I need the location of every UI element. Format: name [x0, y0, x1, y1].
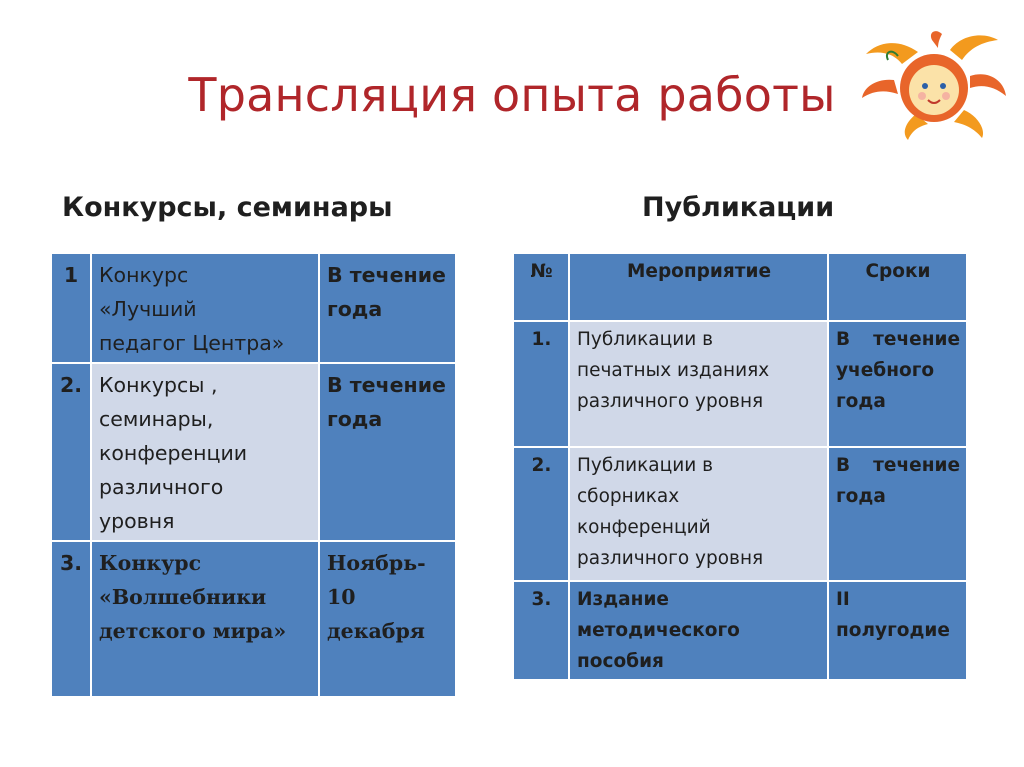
row-number: 2.	[51, 363, 91, 541]
event-line: Издание	[577, 589, 669, 610]
event-line: Конкурс	[99, 263, 189, 287]
row-number: 1.	[513, 321, 569, 447]
row-number: 3.	[513, 581, 569, 680]
event-line: педагог Центра»	[99, 331, 285, 355]
event-cell	[569, 321, 828, 447]
event-cell	[91, 363, 319, 541]
event-line: Публикации в	[577, 455, 714, 476]
table-row	[513, 447, 967, 581]
date-line: полугодие	[836, 620, 950, 641]
date-line: В течение	[327, 373, 446, 397]
event-cell	[569, 447, 828, 581]
row-number: 1	[51, 253, 91, 363]
table-row	[51, 253, 456, 363]
event-line: различного уровня	[577, 391, 764, 412]
date-line: В течение	[836, 455, 960, 476]
date-cell	[828, 321, 967, 447]
date-line: декабря	[327, 619, 425, 643]
event-line: «Лучший	[99, 297, 197, 321]
column-header-event: Мероприятие	[569, 253, 828, 321]
date-line: Ноябрь-	[327, 551, 426, 575]
table-row	[51, 363, 456, 541]
event-line: методического	[577, 620, 740, 641]
column-header-number: №	[513, 253, 569, 321]
event-cell	[91, 253, 319, 363]
date-line: В течение	[836, 329, 960, 350]
date-line: учебного	[836, 360, 935, 381]
column-header-dates: Сроки	[828, 253, 967, 321]
section-heading-publications: Публикации	[642, 192, 835, 223]
event-line: Публикации в	[577, 329, 714, 350]
date-cell	[319, 541, 456, 697]
contests-table	[50, 252, 457, 698]
date-cell	[828, 447, 967, 581]
date-cell	[319, 253, 456, 363]
date-line: года	[836, 486, 886, 507]
event-line: различного уровня	[577, 548, 764, 569]
table-row	[513, 321, 967, 447]
event-line: различного	[99, 475, 224, 499]
table-row	[513, 581, 967, 680]
event-cell	[569, 581, 828, 680]
row-number: 2.	[513, 447, 569, 581]
event-line: Конкурс	[99, 551, 202, 575]
event-line: уровня	[99, 509, 175, 533]
date-cell	[319, 363, 456, 541]
sun-face-icon	[858, 30, 1008, 140]
section-heading-contests: Конкурсы, семинары	[62, 192, 393, 223]
event-line: конференции	[99, 441, 248, 465]
row-number: 3.	[51, 541, 91, 697]
event-line: печатных изданиях	[577, 360, 770, 381]
date-line: года	[327, 297, 383, 321]
date-line: В течение	[327, 263, 446, 287]
event-line: Конкурсы ,	[99, 373, 218, 397]
date-line: года	[836, 391, 886, 412]
event-cell	[91, 541, 319, 697]
publications-table	[512, 252, 968, 681]
event-line: конференций	[577, 517, 711, 538]
date-line: 10	[327, 585, 356, 609]
event-line: пособия	[577, 651, 664, 672]
event-line: «Волшебники	[99, 585, 267, 609]
slide-title: Трансляция опыта работы	[188, 68, 836, 122]
date-line: II	[836, 589, 850, 610]
event-line: сборниках	[577, 486, 680, 507]
event-line: детского мира»	[99, 619, 287, 643]
table-row	[51, 541, 456, 697]
table-header-row	[513, 253, 967, 321]
date-line: года	[327, 407, 383, 431]
date-cell	[828, 581, 967, 680]
event-line: семинары,	[99, 407, 214, 431]
